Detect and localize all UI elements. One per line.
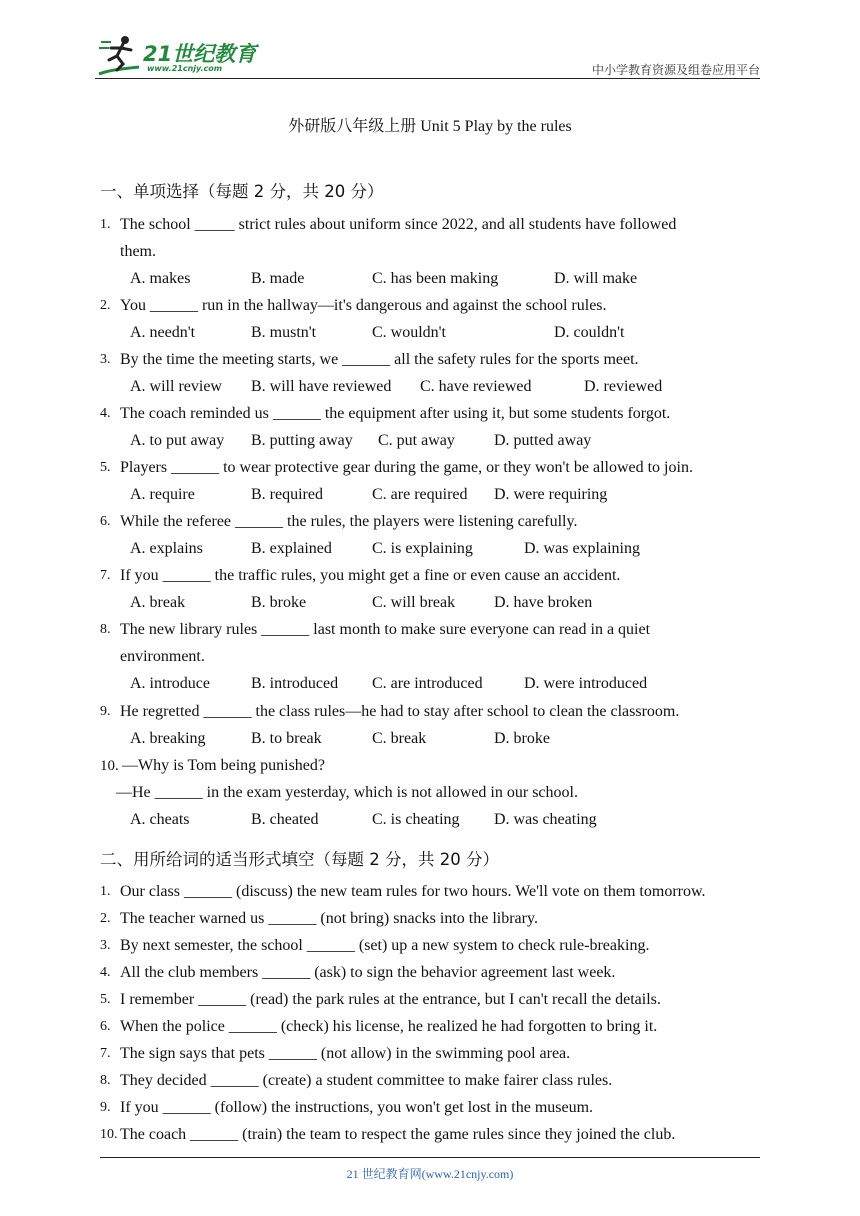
answer-option: B. mustn't xyxy=(251,324,317,341)
question-text: Our class ______ (discuss) the new team rules for two hours. We'll vote on them tomorrow. xyxy=(120,883,706,900)
answer-option: D. was explaining xyxy=(524,540,640,557)
platform-name: 中小学教育资源及组卷应用平台 xyxy=(591,63,760,77)
question-number: 8. xyxy=(100,622,111,637)
question-text: —He ______ in the exam yesterday, which is not allowed in our school. xyxy=(116,784,578,801)
question-number: 3. xyxy=(100,352,111,367)
question-number: 9. xyxy=(100,1100,111,1115)
question-text: The new library rules ______ last month to make sure everyone can read in a quiet xyxy=(120,621,651,638)
logo-wordmark: 21世纪教育 xyxy=(143,42,257,66)
question-number: 7. xyxy=(100,1046,111,1061)
answer-option: B. introduced xyxy=(251,675,339,692)
answer-option: A. cheats xyxy=(130,811,190,828)
answer-option: D. will make xyxy=(554,270,638,287)
answer-option: B. will have reviewed xyxy=(251,378,392,395)
answer-option: C. will break xyxy=(372,594,456,611)
question-number: 1. xyxy=(100,884,111,899)
question-number: 5. xyxy=(100,460,111,475)
question-text: While the referee ______ the rules, the players were listening carefully. xyxy=(120,513,578,530)
question-text: All the club members ______ (ask) to sign the behavior agreement last week. xyxy=(120,964,616,981)
answer-option: B. made xyxy=(251,270,305,287)
question-number: 3. xyxy=(100,938,111,953)
answer-option: D. couldn't xyxy=(554,324,625,341)
question-text: —Why is Tom being punished? xyxy=(122,757,326,774)
question-text: By next semester, the school ______ (set) up a new system to check rule-breaking. xyxy=(120,937,650,954)
question-number: 6. xyxy=(100,514,111,529)
answer-option: A. breaking xyxy=(130,730,206,747)
question-number: 7. xyxy=(100,568,111,583)
question-number: 2. xyxy=(100,911,111,926)
question-text: The coach ______ (train) the team to respect the game rules since they joined the club. xyxy=(120,1126,676,1143)
answer-option: A. makes xyxy=(130,270,191,287)
question-number: 6. xyxy=(100,1019,111,1034)
answer-option: C. is cheating xyxy=(372,811,460,828)
answer-option: B. putting away xyxy=(251,432,353,449)
question-text: By the time the meeting starts, we ______ all the safety rules for the sports meet. xyxy=(120,351,639,368)
answer-option: A. will review xyxy=(130,378,222,395)
question-number: 5. xyxy=(100,992,111,1007)
footer-divider xyxy=(100,1157,760,1158)
answer-option: C. wouldn't xyxy=(372,324,446,341)
answer-option: D. broke xyxy=(494,730,550,747)
site-logo xyxy=(95,34,265,78)
question-number: 4. xyxy=(100,406,111,421)
answer-option: A. explains xyxy=(130,540,203,557)
answer-option: C. has been making xyxy=(372,270,499,287)
question-text: environment. xyxy=(120,648,205,665)
question-text: The school _____ strict rules about uniform since 2022, and all students have followed xyxy=(120,216,677,233)
answer-option: B. to break xyxy=(251,730,322,747)
question-number: 2. xyxy=(100,298,111,313)
answer-option: C. put away xyxy=(378,432,455,449)
question-number: 4. xyxy=(100,965,111,980)
answer-option: A. to put away xyxy=(130,432,225,449)
page-header xyxy=(95,34,760,78)
question-text: If you ______ the traffic rules, you might get a fine or even cause an accident. xyxy=(120,567,621,584)
question-text: They decided ______ (create) a student committee to make fairer class rules. xyxy=(120,1072,613,1089)
answer-option: A. introduce xyxy=(130,675,210,692)
footer-text: 21 世纪教育网(www.21cnjy.com) xyxy=(346,1167,514,1181)
answer-option: D. was cheating xyxy=(494,811,597,828)
answer-option: C. is explaining xyxy=(372,540,473,557)
question-number: 10. xyxy=(100,758,119,774)
answer-option: A. needn't xyxy=(130,324,196,341)
section-1-heading: 一、单项选择（每题 2 分，共 20 分） xyxy=(100,182,384,201)
answer-option: A. require xyxy=(130,486,195,503)
answer-option: B. required xyxy=(251,486,323,503)
answer-option: D. putted away xyxy=(494,432,592,449)
answer-option: B. explained xyxy=(251,540,332,557)
answer-option: C. have reviewed xyxy=(420,378,532,395)
answer-option: D. were introduced xyxy=(524,675,648,692)
page-title: 外研版八年级上册 Unit 5 Play by the rules xyxy=(288,118,572,135)
header-divider xyxy=(95,78,760,79)
logo-url: www.21cnjy.com xyxy=(147,64,223,73)
answer-option: B. cheated xyxy=(251,811,319,828)
question-text: The coach reminded us ______ the equipment after using it, but some students forgot. xyxy=(120,405,671,422)
answer-option: A. break xyxy=(130,594,186,611)
answer-option: B. broke xyxy=(251,594,307,611)
question-text: them. xyxy=(120,243,156,260)
answer-option: C. are introduced xyxy=(372,675,483,692)
question-text: The teacher warned us ______ (not bring) snacks into the library. xyxy=(120,910,538,927)
question-number: 1. xyxy=(100,217,111,232)
question-text: The sign says that pets ______ (not allow) in the swimming pool area. xyxy=(120,1045,571,1062)
question-text: You ______ run in the hallway—it's dangerous and against the school rules. xyxy=(120,297,607,314)
answer-option: D. reviewed xyxy=(584,378,663,395)
question-number: 9. xyxy=(100,704,111,719)
section-2-heading: 二、用所给词的适当形式填空（每题 2 分，共 20 分） xyxy=(100,850,499,869)
answer-option: D. have broken xyxy=(494,594,593,611)
answer-option: D. were requiring xyxy=(494,486,608,503)
question-number: 10. xyxy=(100,1127,118,1142)
runner-icon xyxy=(95,34,145,78)
question-text: Players ______ to wear protective gear during the game, or they won't be allowed to join. xyxy=(120,459,693,476)
question-text: If you ______ (follow) the instructions, you won't get lost in the museum. xyxy=(120,1099,594,1116)
question-text: I remember ______ (read) the park rules at the entrance, but I can't recall the details. xyxy=(120,991,661,1008)
answer-option: C. are required xyxy=(372,486,468,503)
answer-option: C. break xyxy=(372,730,427,747)
question-number: 8. xyxy=(100,1073,111,1088)
question-text: He regretted ______ the class rules—he had to stay after school to clean the classroom. xyxy=(120,703,680,720)
question-text: When the police ______ (check) his license, he realized he had forgotten to bring it. xyxy=(120,1018,658,1035)
